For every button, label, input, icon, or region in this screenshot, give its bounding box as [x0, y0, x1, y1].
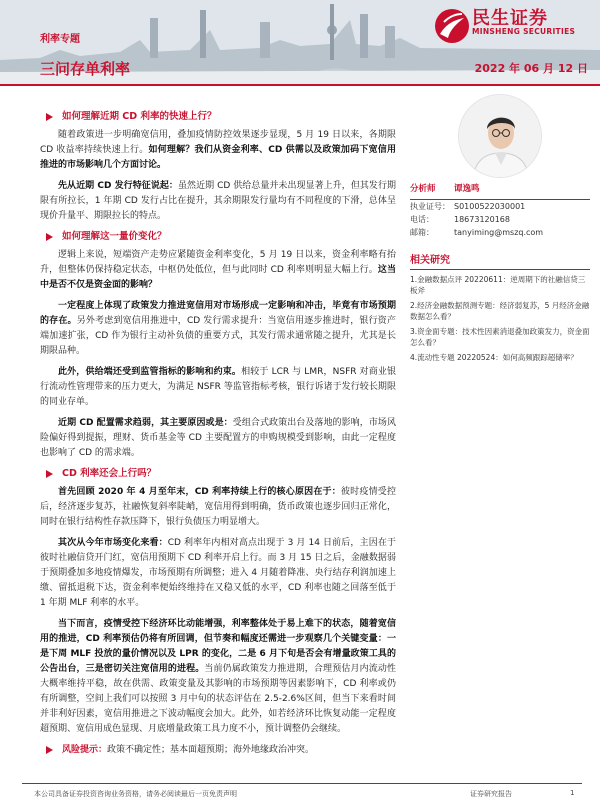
related-research-item[interactable]: 1.金融数据点评 20220611：逆周期下的社融信贷三板斧 — [410, 275, 586, 295]
triangle-bullet-icon — [46, 470, 53, 478]
header-banner — [0, 0, 600, 84]
triangle-bullet-icon — [46, 233, 53, 241]
risk-warning-label: 风险提示： — [62, 745, 108, 755]
footer-divider — [22, 783, 582, 784]
footer-disclaimer: 本公司具备证券投资咨询业务资格，请务必阅读最后一页免责声明 — [34, 790, 237, 798]
risk-warning-text: 政策不确定性；基本面超预期；海外地缘政治冲突。 — [107, 745, 315, 755]
section-heading-1: 如何理解近期 CD 利率的快速上行？ — [40, 110, 396, 123]
analyst-info — [410, 182, 590, 239]
section-heading-2: 如何理解这一量价变化？ — [40, 230, 396, 243]
related-research-item[interactable]: 4.流动性专题 20220524：如何高频跟踪超储率？ — [410, 353, 578, 362]
paragraph: 一定程度上体现了政策发力推进宽信用对市场形成一定影响和冲击，毕竟有市场预期的存在。另外考虑到宽信用推进中，CD 发行需求提升：当宽信用逐步推进时，银行资产端加速扩张，CD 作为银行主动补负债的重要方式，其发行需求通常随之提升，尤其是长期限品种。 — [40, 301, 396, 356]
analyst-portrait-icon — [459, 95, 542, 178]
related-research-item[interactable]: 3.资金面专题：技术性因素消退叠加政策发力，资金面怎么看？ — [410, 327, 590, 347]
analyst-name-row — [410, 182, 590, 196]
analyst-label: 分析师 — [410, 184, 436, 194]
section-heading-3: CD 利率还会上行吗？ — [40, 467, 396, 480]
triangle-bullet-icon — [46, 113, 53, 121]
paragraph: 其次从今年市场变化来看：CD 利率年内相对高点出现于 3 月 14 日前后，主因在于彼时社融信贷开门红，宽信用预期下 CD 利率开启上行。而 3 月 15 日之后，金融数据弱于预期叠加多地疫情爆发，市场预期有所调整；进入 4 月随着降准、央行结存利润加速上缴、留抵退税下达，资金利率便始终维持在又稳又低的水平，CD 利率也随之回落至低于 1 年期 MLF 利率的水平。 — [40, 538, 396, 608]
license-row: 执业证号： S0100522030001 — [410, 202, 526, 211]
footer-report-type: 证券研究报告 — [470, 790, 512, 798]
triangle-bullet-icon — [46, 746, 53, 754]
analyst-photo — [458, 94, 542, 178]
phone-row: 电话： 18673120168 — [410, 215, 510, 224]
related-research-item[interactable]: 2.经济金融数据预测专题：经济弱复苏，5 月经济金融数据怎么看？ — [410, 301, 590, 321]
paragraph: 近期 CD 配置需求趋弱，其主要原因或是：受组合式政策出台及落地的影响，市场风险偏好得到提振，理财、货币基金等 CD 主要配置方的申购规模受到影响，由此一定程度也影响了 CD 的需求端。 — [40, 418, 396, 458]
paragraph: 当下而言，疫情受控下经济环比动能增强，利率整体处于易上难下的状态，随着宽信用的推进，CD 利率预估仍将有所回调，但节奏和幅度还需进一步观察几个关键变量：一是下周 MLF 投放的量价情况以及 LPR 的变化，二是 6 月下旬是否会有增量政策工具的公告出台，三是密切关注宽信用的进程。当前仍属政策发力推进期，合理预估月内流动性大概率维持平稳，故在供需、政策变量及其影响的市场预期等因素影响下，CD 利率或仍有所调整，空间上我们可以按照 3 月中旬的状态评估在 2.5-2.6%区间，但当下来看时间并非利好因素，宽信用推进之下波动幅度会加大。此外，如若经济环比恢复动能一定程度超预期、宽信用成色显现、月底增量政策工具力度不小，预计调整仍会继续。 — [40, 619, 396, 734]
report-title: 三问存单利率 — [40, 60, 131, 78]
logo-text-chinese: 民生证券 — [472, 8, 548, 29]
report-body — [40, 104, 396, 757]
license-number: S0100522030001 — [454, 202, 526, 211]
paragraph: 逻辑上来说，短端资产走势应紧随资金利率变化，5 月 19 日以来，资金利率略有抬升，但整体仍保持稳定状态，中枢仍处低位，但与此同时 CD 利率则明显大幅上行。这当中是否不仅是资金面的影响？ — [40, 250, 396, 290]
report-date: 2022 年 06 月 12 日 — [474, 62, 588, 75]
paragraph: 先从近期 CD 发行特征说起：虽然近期 CD 供给总量并未出现显著上升，但其发行期限有所拉长，1 年期 CD 发行占比在提升，其余期限发行量均有不同程度的下滑，总体呈现价升量平、期限拉长的特点。 — [40, 181, 397, 221]
risk-warning — [40, 743, 396, 757]
logo-text-english: MINSHENG SECURITIES — [472, 27, 576, 36]
phone-number: 18673120168 — [454, 215, 510, 224]
sidebar — [410, 94, 590, 363]
report-series-tag: 利率专题 — [40, 34, 80, 45]
paragraph: 此外，供给端还受到监管指标的影响和约束。相较于 LCR 与 LMR，NSFR 对商业银行流动性管理带来的压力更大，为满足 NSFR 等监管指标考核，银行诉诸于发行较长期限的同业存单。 — [40, 367, 396, 407]
analyst-name: 谭逸鸣 — [454, 184, 480, 194]
paragraph: 随着政策进一步明确宽信用，叠加疫情防控效果逐步显现，5 月 19 日以来，各期限 CD 收益率持续快速上行。如何理解？我们从资金利率、CD 供需以及政策加码下宽信用推进的市场影响几个方面讨论。 — [40, 130, 396, 170]
paragraph: 首先回顾 2020 年 4 月至年末，CD 利率持续上行的核心原因在于：彼时疫情受控后，经济逐步复苏，社融恢复斜率陡峭，宽信用得到明确，货币政策也逐步回归正常化，同时在银行结构性存款压降下，银行负债压力明显增大。 — [40, 487, 396, 527]
email-address[interactable]: tanyiming@mszq.com — [454, 228, 544, 237]
header-divider — [0, 84, 600, 86]
related-research-heading: 相关研究 — [410, 251, 590, 270]
email-row: 邮箱： tanyiming@mszq.com — [410, 228, 544, 237]
page-number: 1 — [570, 789, 575, 797]
